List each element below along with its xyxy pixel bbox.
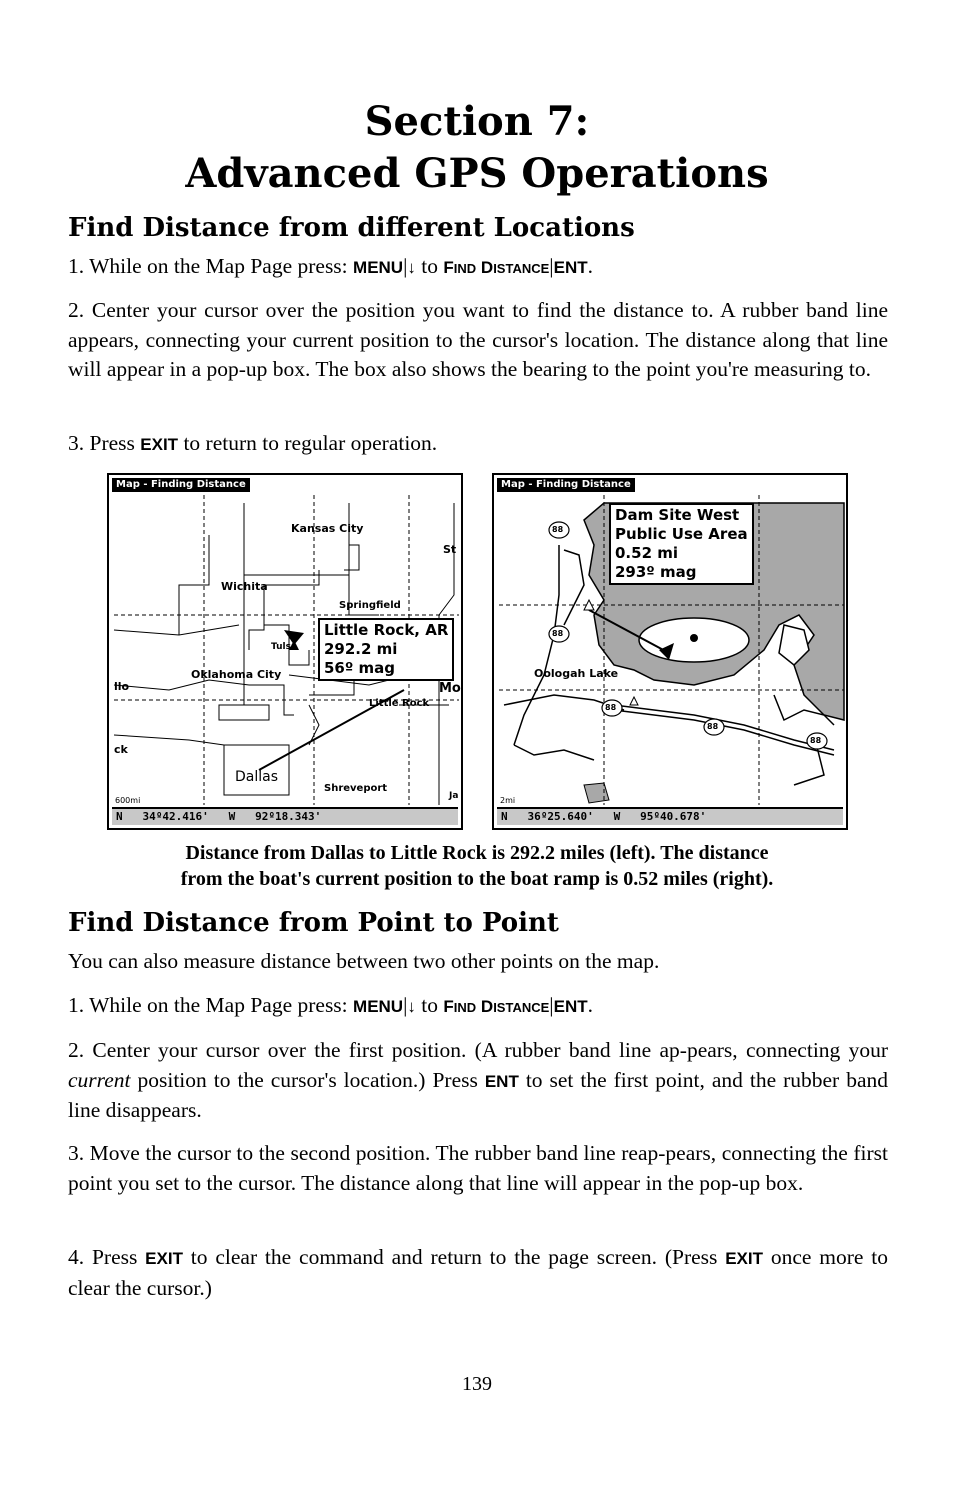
position-status-bar: N 36º25.640' W 95º40.678' [497,807,843,825]
state-border [114,680,249,690]
label-tulsa: Tulsa [271,642,298,652]
label-dallas: Dallas [235,769,279,785]
label-llo: llo [114,680,130,693]
label-ja: Ja [449,791,459,801]
label-shreveport: Shreveport [324,783,388,794]
exit-key: EXIT [725,1249,764,1268]
down-arrow-icon: ↓ [407,258,416,277]
menu-key: MENU [353,997,404,1016]
label-oklahoma-city: Oklahoma City [191,668,282,681]
map-screenshot-left [107,473,463,830]
state-border [264,570,319,585]
shoreline [514,545,559,745]
section-name: Advanced GPS Operations [185,150,769,197]
s1-step2: 2. Center your cursor over the position you want to find the distance to. A rubber band line appears, connecting your current position to the cursor's location. The distance along that line will appear in a pop-up box. The box also shows the bearing to the point you're measuring to. [68,298,888,381]
state-border [179,535,209,635]
find-distance-command: FIND DISTANCE [443,258,550,277]
map-title: Map - Finding Distance [497,478,635,492]
s1-step1: 1. While on the Map Page press: MENU|↓ to FIND DISTANCE|ENT. [68,254,593,278]
heading-find-distance-locations: Find Distance from different Locations [68,213,635,243]
map-scale: 600mi [115,796,141,805]
section-number: Section 7: [364,98,590,145]
menu-key: MENU [353,258,404,277]
state-border [244,503,349,575]
ent-key: ENT [553,258,588,277]
label-springfield: Springfield [339,600,401,611]
map-scale: 2mi [500,796,516,805]
exit-key: EXIT [140,435,179,454]
ent-key: ENT [553,997,588,1016]
state-border [114,625,239,635]
down-arrow-icon: ↓ [407,997,416,1016]
state-border [219,503,269,720]
map-title: Map - Finding Distance [112,478,250,492]
s1-step3: 3. Press EXIT to return to regular operation. [68,431,438,455]
label-ck: ck [114,743,128,756]
state-border [249,585,264,650]
find-distance-command: FIND DISTANCE [443,997,550,1016]
route-88-label: 88 [552,525,564,534]
label-wichita: Wichita [221,580,268,593]
cursor-icon [690,634,698,642]
ent-key: ENT [484,1071,519,1091]
label-mo: Mo [439,681,461,696]
s2-intro: You can also measure distance between two other points on the map. [68,949,660,973]
s2-step2: 2. Center your cursor over the first position. (A rubber band line ap-pears, connecting your current position to the cursor's location.) Press ENT to set the first point, and the rubber band line disappears. [68,1038,888,1122]
label-little-rock: Little Rock [369,698,430,709]
state-border [344,503,359,570]
exit-key: EXIT [145,1249,183,1268]
section-title [0,96,954,200]
s2-step4: 4. Press EXIT to clear the command and return to the page screen. (Press EXIT once more to clear the cursor.) [68,1245,888,1300]
label-oologah-lake: Oologah Lake [534,667,619,680]
label-kansas-city: Kansas City [291,522,364,535]
figure-caption: Distance from Dallas to Little Rock is 292.2 miles (left). The distance from the boat's current position to the boat ramp is 0.52 miles (right). [180,842,774,890]
map-screenshot-right [492,473,848,830]
s2-step3: 3. Move the cursor to the second position. The rubber band line reap-pears, connecting the first point you set to the cursor. The distance along that line will appear in the pop-up box. [68,1141,888,1195]
position-status-bar: N 34º42.416' W 92º18.343' [112,807,458,825]
page-number: 139 [462,1373,492,1395]
route-88-label: 88 [552,629,564,638]
route-88-label: 88 [810,736,822,745]
heading-point-to-point: Find Distance from Point to Point [68,908,559,938]
distance-popup: Little Rock, AR 292.2 mi 56º mag [318,618,454,681]
route-88-label: 88 [605,703,617,712]
state-border [114,735,224,745]
route-88-label: 88 [707,722,719,731]
label-st: St [443,543,457,556]
s2-step1: 1. While on the Map Page press: MENU|↓ to FIND DISTANCE|ENT. [68,993,593,1017]
distance-popup: Dam Site West Public Use Area 0.52 mi 293º mag [609,503,754,585]
